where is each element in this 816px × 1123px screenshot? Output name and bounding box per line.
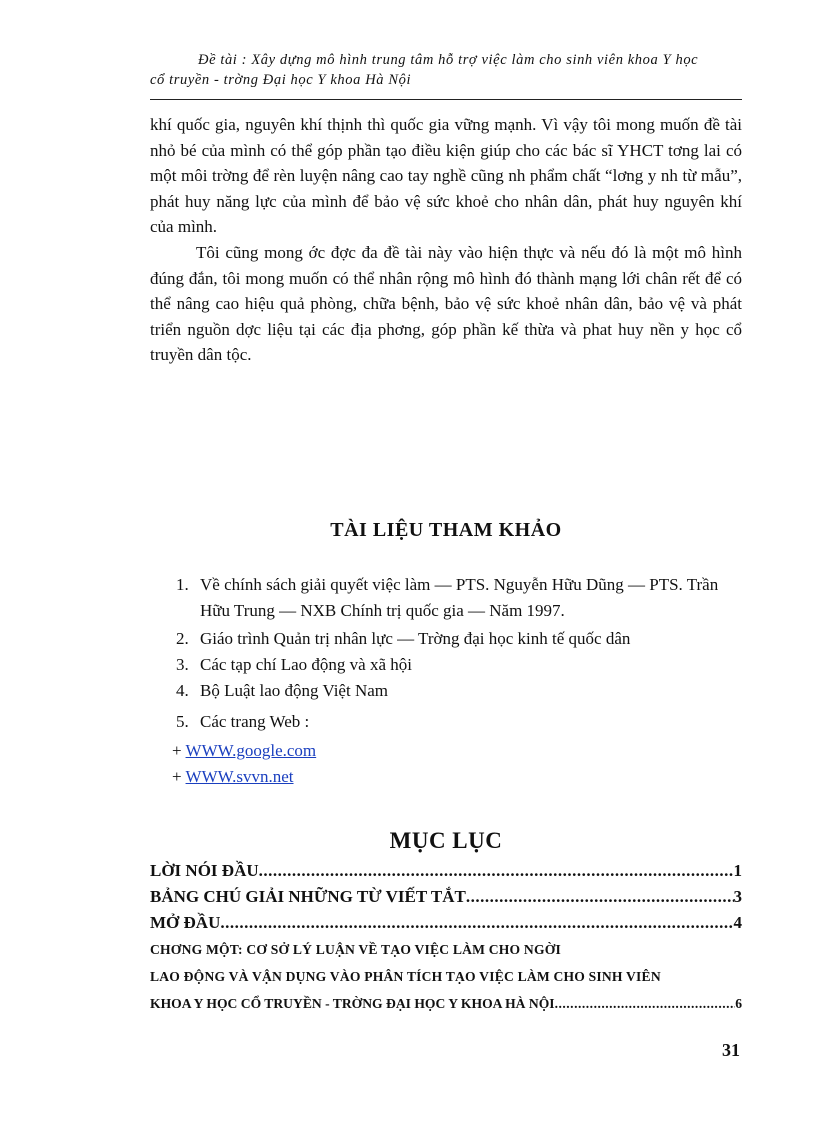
reference-list xyxy=(172,572,742,790)
reference-text: Các tạp chí Lao động và xã hội xyxy=(200,655,412,674)
reference-number: 1. xyxy=(176,575,189,594)
toc-chapter-line: CHƠNG MỘT: CƠ SỞ LÝ LUẬN VỀ TẠO VIỆC LÀM CHO NGỜI xyxy=(150,942,561,957)
toc-chapter-final-line xyxy=(150,990,742,1017)
toc-entry-title: LỜI NÓI ĐẦU xyxy=(150,861,259,880)
toc-entry[interactable] xyxy=(150,910,742,936)
body-paragraph: Tôi cũng mong ớc đợc đa đề tài này vào hiện thực và nếu đó là một mô hình đúng đắn, tôi mong muốn có thể nhân rộng mô hình đó thành mạng lới chân rết để có thể nâng cao hiệu quả phòng, chữa bệnh, bảo vệ sức khoẻ nhân dân, bảo vệ và phát triển nguồn dợc liệu tại các địa phơng, góp phần kế thừa và phat huy nền y học cổ truyền dân tộc. xyxy=(150,242,742,365)
svvn-link[interactable]: WWW.svvn.net xyxy=(185,767,294,786)
toc-leader xyxy=(259,858,734,884)
header-line-2: cổ truyền - trờng Đại học Y khoa Hà Nội xyxy=(150,72,412,88)
reference-item xyxy=(176,678,742,704)
page-number: 31 xyxy=(722,1040,740,1060)
reference-text: Các trang Web : xyxy=(200,712,310,731)
google-link[interactable]: WWW.google.com xyxy=(185,741,317,760)
reference-text: Về chính sách giải quyết việc làm — PTS. Nguyễn Hữu Dũng — PTS. Trần Hữu Trung — NXB Chính trị quốc gia — Năm 1997. xyxy=(200,575,719,620)
reference-number: 4. xyxy=(176,681,189,700)
reference-item xyxy=(176,652,742,678)
toc-entry-page: 4 xyxy=(733,913,742,932)
web-link-row xyxy=(172,738,742,764)
toc-chapter-line: KHOA Y HỌC CỔ TRUYỀN - TRỜNG ĐẠI HỌC Y KHOA HÀ NỘI xyxy=(150,996,555,1011)
reference-item xyxy=(176,572,742,624)
toc-leader xyxy=(220,910,733,936)
toc-entry-title: BẢNG CHÚ GIẢI NHỮNG TỪ VIẾT TẮT xyxy=(150,887,466,906)
header-line-1: Đề tài : Xây dựng mô hình trung tâm hỗ trợ việc làm cho sinh viên khoa Y học xyxy=(198,52,699,68)
body-paragraph: khí quốc gia, nguyên khí thịnh thì quốc gia vững mạnh. Vì vậy tôi mong muốn đề tài nhỏ bé của mình có thể góp phần tạo điều kiện giúp cho các bác sĩ YHCT tơng lai có một môi trờng để rèn luyện nâng cao tay nghề cũng nh phẩm chất “lơng y nh từ mẫu”, phát huy năng lực của mình để bảo vệ sức khoẻ cho nhân dân, phát huy nguyên khí của mình. xyxy=(150,115,742,237)
web-link-prefix: + xyxy=(172,767,182,786)
reference-number: 2. xyxy=(176,629,189,648)
references-title: TÀI LIỆU THAM KHẢO xyxy=(330,519,562,541)
toc-entry[interactable] xyxy=(150,884,742,910)
toc-entry-page: 1 xyxy=(733,861,742,880)
web-link-prefix: + xyxy=(172,741,182,760)
reference-item xyxy=(176,709,742,735)
toc-entry-page: 6 xyxy=(735,996,742,1011)
toc-title: MỤC LỤC xyxy=(389,828,503,853)
body-text xyxy=(150,112,742,368)
table-of-contents xyxy=(150,858,742,1017)
running-header xyxy=(150,50,742,90)
header-rule xyxy=(150,99,742,100)
reference-text: Giáo trình Quản trị nhân lực — Trờng đại học kinh tế quốc dân xyxy=(200,629,631,648)
reference-number: 5. xyxy=(176,712,189,731)
toc-leader xyxy=(466,884,734,910)
toc-leader xyxy=(555,990,736,1017)
toc-entry-title: MỞ ĐẦU xyxy=(150,913,221,932)
reference-item xyxy=(176,626,742,652)
toc-chapter-entry[interactable] xyxy=(150,936,742,1017)
web-link-row xyxy=(172,764,742,790)
toc-chapter-line: LAO ĐỘNG VÀ VẬN DỤNG VÀO PHÂN TÍCH TẠO VIỆC LÀM CHO SINH VIÊN xyxy=(150,969,661,984)
toc-entry-page: 3 xyxy=(733,887,742,906)
reference-text: Bộ Luật lao động Việt Nam xyxy=(200,681,388,700)
reference-number: 3. xyxy=(176,655,189,674)
toc-entry[interactable] xyxy=(150,858,742,884)
